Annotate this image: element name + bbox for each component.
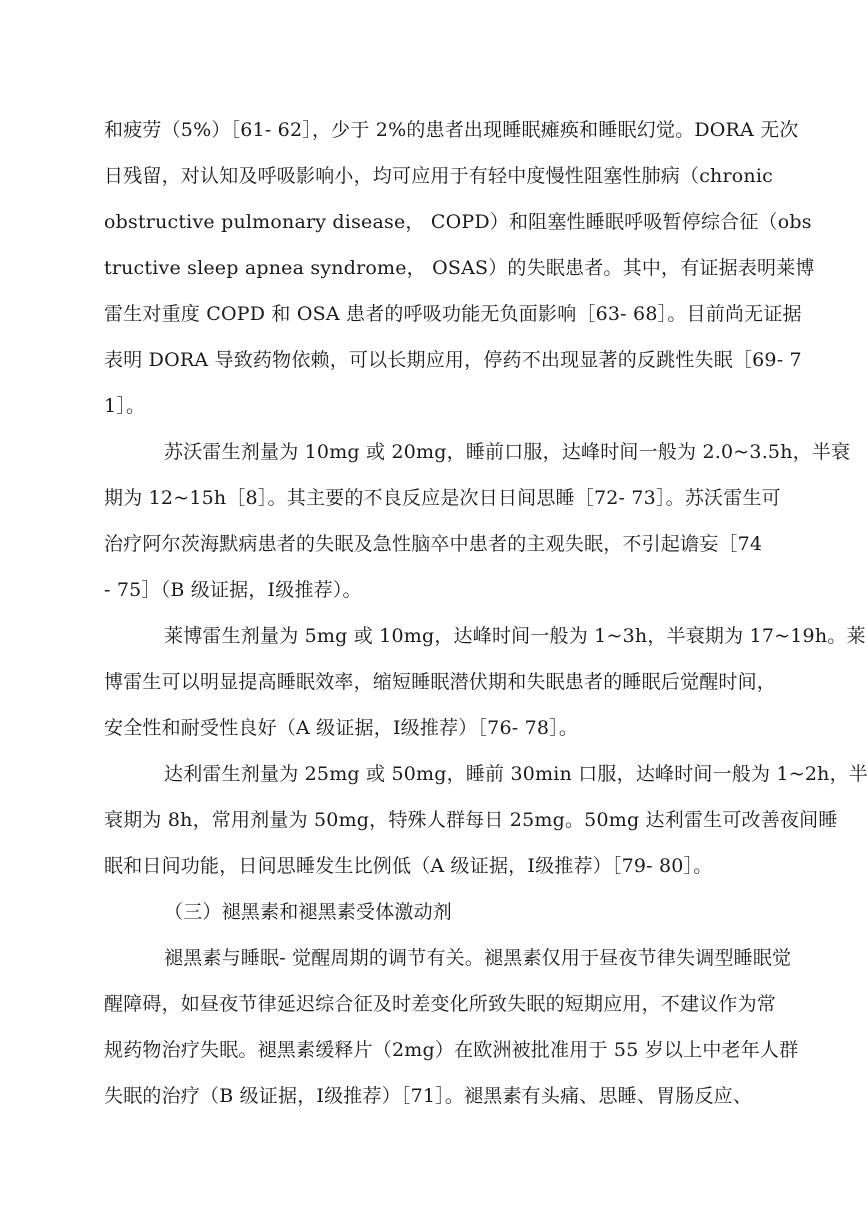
text-line: 醒障碍，如昼夜节律延迟综合征及时差变化所致失眠的短期应用，不建议作为常 <box>104 993 777 1015</box>
text-line: obstructive pulmonary disease， COPD）和阻塞性睡眠呼吸暂停综合征（obs <box>104 211 812 233</box>
text-line: 衰期为 8h，常用剂量为 50mg，特殊人群每日 25mg。50mg 达利雷生可改善夜间睡 <box>104 809 838 831</box>
text-line: 1］。 <box>104 395 146 417</box>
section-heading: （三）褪黑素和褪黑素受体激动剂 <box>164 901 453 923</box>
text-line: 褪黑素与睡眠- 觉醒周期的调节有关。褪黑素仅用于昼夜节律失调型睡眠觉 <box>164 947 792 969</box>
text-line: 苏沃雷生剂量为 10mg 或 20mg，睡前口服，达峰时间一般为 2.0~3.5h，半衰 <box>164 441 851 463</box>
text-line: 治疗阿尔茨海默病患者的失眠及急性脑卒中患者的主观失眠，不引起谵妄［74 <box>104 533 763 555</box>
text-line: 规药物治疗失眠。褪黑素缓释片（2mg）在欧洲被批准用于 55 岁以上中老年人群 <box>104 1039 799 1061</box>
text-line: 眠和日间功能，日间思睡发生比例低（A 级证据，Ⅰ级推荐）［79- 80］。 <box>104 855 713 877</box>
text-line: 安全性和耐受性良好（A 级证据，Ⅰ级推荐）［76- 78］。 <box>104 717 579 739</box>
text-line: 雷生对重度 COPD 和 OSA 患者的呼吸功能无负面影响［63- 68］。目前尚无证据 <box>104 303 802 325</box>
text-line: 表明 DORA 导致药物依赖，可以长期应用，停药不出现显著的反跳性失眠［69- 7 <box>104 349 802 371</box>
text-line: 莱博雷生剂量为 5mg 或 10mg，达峰时间一般为 1~3h，半衰期为 17~19h。莱 <box>164 625 866 647</box>
text-line: 期为 12~15h［8］。其主要的不良反应是次日日间思睡［72- 73］。苏沃雷生可 <box>104 487 781 509</box>
text-line: tructive sleep apnea syndrome， OSAS）的失眠患者。其中，有证据表明莱博 <box>104 257 815 279</box>
text-line: 失眠的治疗（B 级证据，Ⅰ级推荐）［71］。褪黑素有头痛、思睡、胃肠反应、 <box>104 1085 753 1107</box>
text-line: 达利雷生剂量为 25mg 或 50mg，睡前 30min 口服，达峰时间一般为 1~2h，半 <box>164 763 868 785</box>
text-line: 和疲劳（5%）［61- 62］，少于 2%的患者出现睡眠瘫痪和睡眠幻觉。DORA 无次 <box>104 119 799 141</box>
text-line: 日残留，对认知及呼吸影响小，均可应用于有轻中度慢性阻塞性肺病（chronic <box>104 165 773 187</box>
text-line: 博雷生可以明显提高睡眠效率，缩短睡眠潜伏期和失眠患者的睡眠后觉醒时间， <box>104 671 777 693</box>
text-line: - 75］（B 级证据，Ⅰ级推荐）。 <box>104 579 362 601</box>
